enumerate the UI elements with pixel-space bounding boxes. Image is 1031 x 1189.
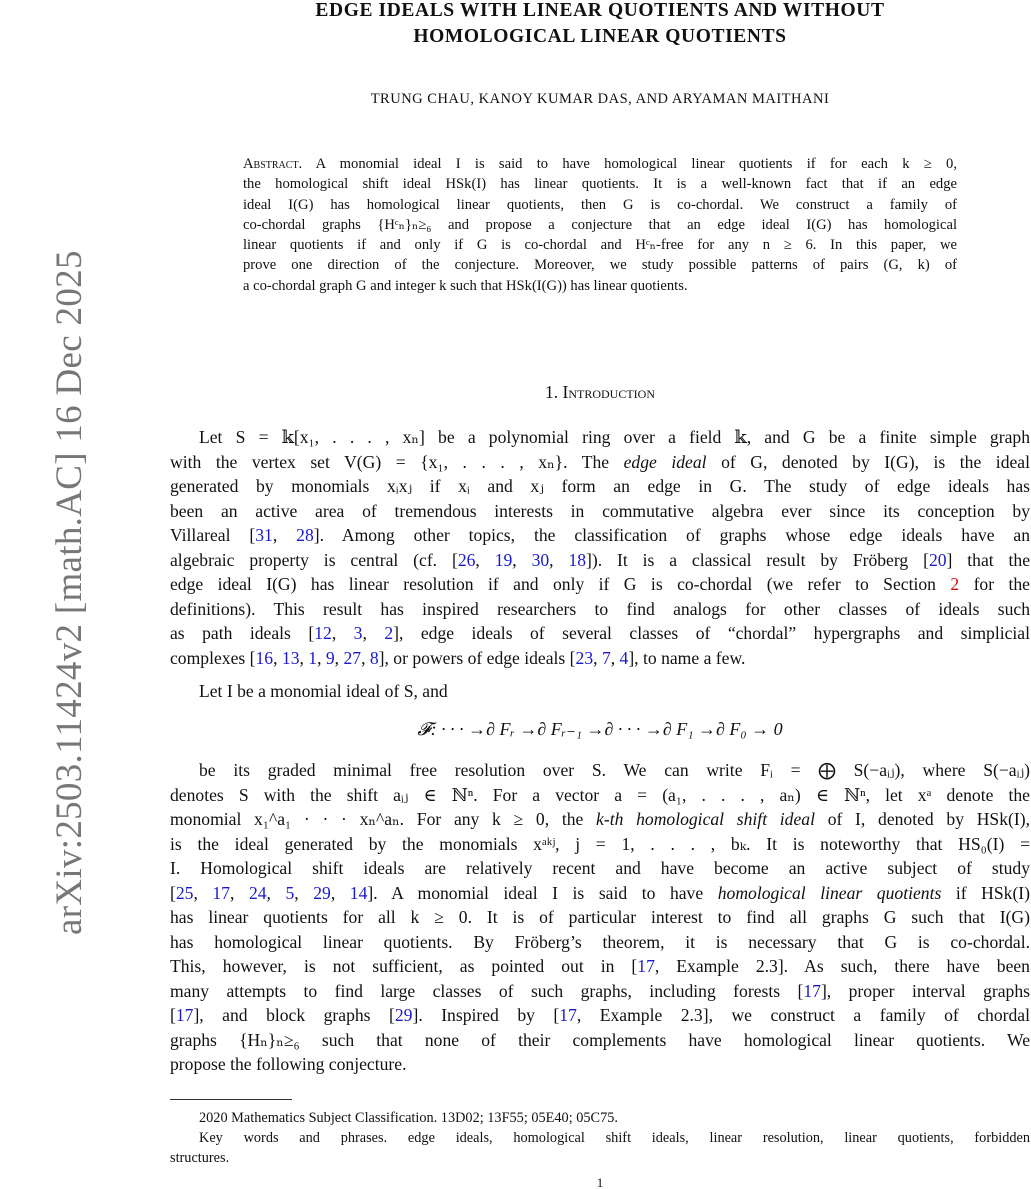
body-line: monomial x₁^a₁ · · · xₙ^aₙ. For any k ≥ 0, the k-th homological shift ideal of I, denoted by HSk(I), xyxy=(170,809,1030,829)
citation-link[interactable]: 17 xyxy=(559,1005,577,1025)
body-line: been an active area of tremendous interests in commutative algebra ever since its conception by xyxy=(170,500,1030,521)
body-line: [25, 17, 24, 5, 29, 14]. A monomial ideal I is said to have homological linear quotients if HSk(I) xyxy=(170,882,1031,903)
citation-link[interactable]: 28 xyxy=(296,525,314,545)
paper-title xyxy=(170,0,1030,50)
footnote-keywords: Key words and phrases. edge ideals, homological shift ideals, linear resolution, linear quotients, forbidden xyxy=(199,1130,1030,1146)
abstract-line: prove one direction of the conjecture. Moreover, we study possible patterns of pairs (G, k) of xyxy=(243,257,957,274)
abstract-line: a co-chordal graph G and integer k such that HSk(I(G)) has linear quotients. xyxy=(243,277,688,294)
body-line: has homological linear quotients. By Fröberg’s theorem, it is necessary that G is co-chordal. xyxy=(170,931,1030,952)
page-number: 1 xyxy=(596,1175,604,1189)
paragraph-1 xyxy=(170,425,1030,670)
arxiv-identifier[interactable]: arXiv:2503.11424v2 [math.AC] 16 Dec 2025 xyxy=(49,250,90,935)
citation-link[interactable]: 27 xyxy=(343,647,362,668)
citation-link[interactable]: 31 xyxy=(255,525,273,545)
body-line: edge ideal I(G) has linear resolution if and only if G is co-chordal (we refer to Section 2 for the xyxy=(170,574,1030,594)
citation-link[interactable]: 26 xyxy=(457,549,476,570)
citation-link[interactable]: 16 xyxy=(255,647,274,668)
citation-link[interactable]: 7 xyxy=(601,647,611,668)
citation-link[interactable]: 18 xyxy=(568,549,587,570)
body-line: definitions). This result has inspired researchers to find analogs for other classes of ideals such xyxy=(170,598,1030,619)
body-line: as path ideals [12, 3, 2], edge ideals of several classes of “chordal” hypergraphs and simplicial xyxy=(170,623,1030,643)
citation-link[interactable]: 17 xyxy=(212,882,230,903)
abstract-line: ideal I(G) has homological linear quotients, then G is co-chordal. We construct a family of xyxy=(243,196,957,213)
citation-link[interactable]: 20 xyxy=(928,549,947,570)
body-line: Villareal [31, 28]. Among other topics, the classification of graphs whose edge ideals have an xyxy=(170,525,1031,545)
citation-link[interactable]: 17 xyxy=(803,980,821,1001)
citation-link[interactable]: 17 xyxy=(637,956,655,976)
body-line: complexes [16, 13, 1, 9, 27, 8], or powers of edge ideals [23, 7, 4], to name a few. xyxy=(170,647,746,668)
citation-link[interactable]: 14 xyxy=(349,882,368,903)
body-line: generated by monomials xᵢxⱼ if xᵢ and xⱼ form an edge in G. The study of edge ideals has xyxy=(170,476,1030,496)
citation-link[interactable]: 24 xyxy=(248,882,267,903)
citation-link[interactable]: 2 xyxy=(384,623,394,643)
citation-link[interactable]: 8 xyxy=(369,647,379,668)
body-line: Let S = 𝕜[x₁, . . . , xₙ] be a polynomial ring over a field 𝕜, and G be a finite simple graph xyxy=(199,427,1030,447)
citation-link[interactable]: 3 xyxy=(353,623,363,643)
body-line: be its graded minimal free resolution over S. We can write Fᵢ = ⨁ S(−aᵢⱼ), where S(−aᵢⱼ) xyxy=(199,760,1030,780)
body-line: propose the following conjecture. xyxy=(170,1054,407,1074)
body-line: I. Homological shift ideals are relatively recent and have become an active subject of study xyxy=(170,858,1030,878)
footnote-rule xyxy=(170,1099,292,1100)
section-link[interactable]: 2 xyxy=(950,574,960,594)
body-line: many attempts to find large classes of such graphs, including forests [17], proper interval graphs xyxy=(170,980,1030,1001)
abstract-line: the homological shift ideal HSk(I) has linear quotients. It is a well-known fact that if an edge xyxy=(243,176,957,193)
paragraph-3 xyxy=(170,758,1030,1077)
footnotes xyxy=(170,1108,1030,1168)
citation-link[interactable]: 23 xyxy=(575,647,594,668)
title-line: EDGE IDEALS WITH LINEAR QUOTIENTS AND WITHOUT xyxy=(315,0,885,21)
paragraph-2 xyxy=(170,679,1030,704)
title-line: HOMOLOGICAL LINEAR QUOTIENTS xyxy=(413,26,787,47)
abstract-line: linear quotients if and only if G is co-chordal and Hᶜₙ-free for any n ≥ 6. In this paper, we xyxy=(243,237,957,254)
body-line: with the vertex set V(G) = {x₁, . . . , xₙ}. The edge ideal of G, denoted by I(G), is the ideal xyxy=(170,451,1030,472)
body-line: [17], and block graphs [29]. Inspired by [17, Example 2.3], we construct a family of chordal xyxy=(170,1005,1030,1025)
citation-link[interactable]: 12 xyxy=(314,623,332,643)
citation-link[interactable]: 17 xyxy=(175,1005,194,1025)
section-heading: 1. Introduction xyxy=(545,382,655,402)
citation-link[interactable]: 19 xyxy=(494,549,513,570)
citation-link[interactable]: 29 xyxy=(313,882,331,903)
abstract-label: Abstract. xyxy=(243,156,303,172)
citation-link[interactable]: 13 xyxy=(281,647,300,668)
body-line: Let I be a monomial ideal of S, and xyxy=(199,681,448,701)
body-line: has linear quotients for all k ≥ 0. It is of particular interest to find all graphs G such that I(G) xyxy=(170,907,1030,927)
footnote-msc: 2020 Mathematics Subject Classification. 13D02; 13F55; 05E40; 05C75. xyxy=(199,1110,618,1126)
citation-link[interactable]: 9 xyxy=(325,647,335,668)
citation-link[interactable]: 30 xyxy=(531,549,550,570)
citation-link[interactable]: 29 xyxy=(394,1005,413,1025)
abstract xyxy=(243,154,957,296)
citation-link[interactable]: 5 xyxy=(285,882,295,903)
resolution-formula: 𝓕: · · · →∂ Fᵣ →∂ Fᵣ₋₁ →∂ · · · →∂ F₁ →∂ F₀ → 0 xyxy=(417,719,783,739)
authors: TRUNG CHAU, KANOY KUMAR DAS, AND ARYAMAN MAITHANI xyxy=(370,91,830,107)
body-line: is the ideal generated by the monomials xᵃᵏʲ, j = 1, . . . , bₖ. It is noteworthy that HS₀(I) = xyxy=(170,833,1030,854)
citation-link[interactable]: 1 xyxy=(308,647,318,668)
citation-link[interactable]: 4 xyxy=(619,647,629,668)
body-line: graphs {Hₙ}ₙ≥₆ such that none of their complements have homological linear quotients. We xyxy=(170,1029,1030,1050)
body-line: algebraic property is central (cf. [26, 19, 30, 18]). It is a classical result by Fröberg [20] that the xyxy=(170,549,1031,570)
footnote-keywords-cont: structures. xyxy=(170,1150,230,1166)
abstract-line: Abstract. A monomial ideal I is said to have homological linear quotients if for each k ≥ 0, xyxy=(243,156,957,172)
body-line: denotes S with the shift aᵢⱼ ∈ ℕⁿ. For a vector a = (a₁, . . . , aₙ) ∈ ℕⁿ, let xᵃ denote the xyxy=(170,784,1030,805)
body-line: This, however, is not sufficient, as pointed out in [17, Example 2.3]. As such, there have been xyxy=(170,956,1030,976)
citation-link[interactable]: 25 xyxy=(175,882,194,903)
abstract-line: co-chordal graphs {Hᶜₙ}ₙ≥₆ and propose a conjecture that an edge ideal I(G) has homological xyxy=(243,216,957,233)
